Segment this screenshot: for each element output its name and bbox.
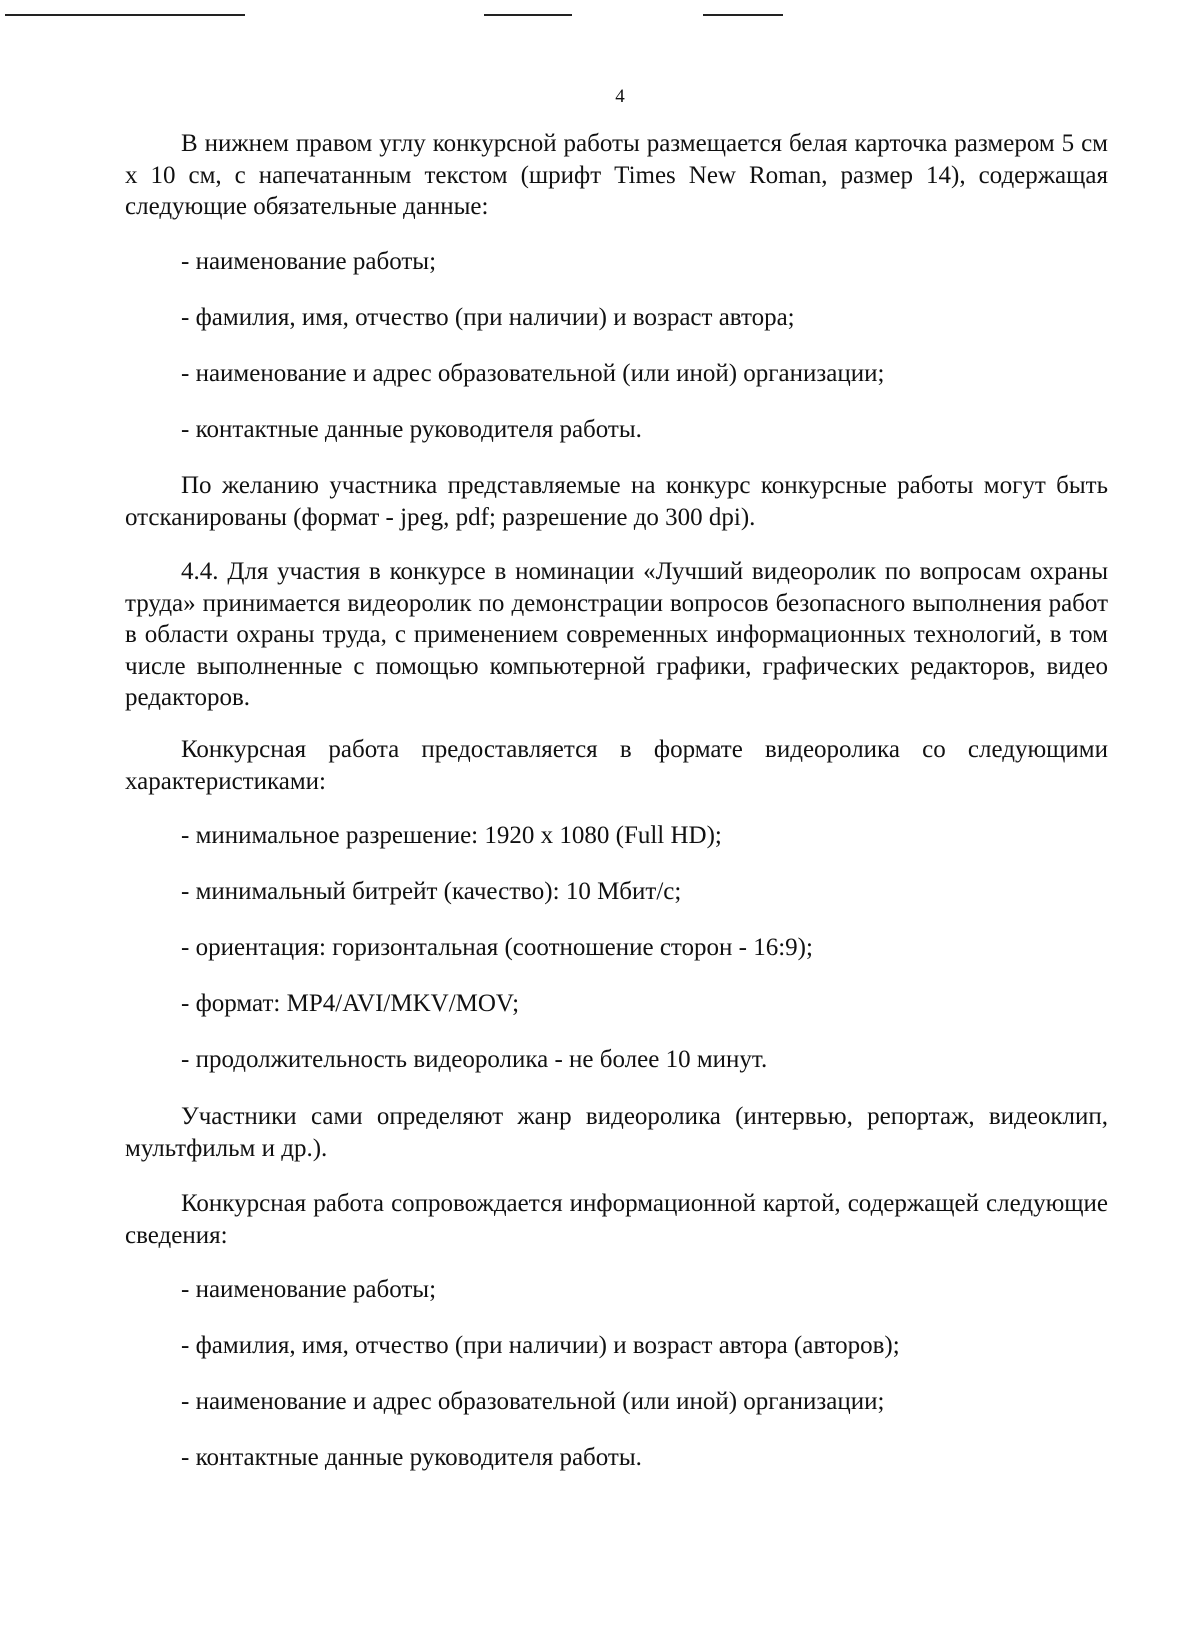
list-item: - наименование работы; bbox=[181, 248, 437, 275]
scan-artifact-line-left bbox=[5, 14, 245, 16]
scan-artifact-line-center bbox=[484, 14, 572, 16]
list-item: - наименование и адрес образовательной (или иной) организации; bbox=[181, 360, 885, 387]
list-item: - наименование работы; bbox=[181, 1276, 437, 1303]
list-item: - ориентация: горизонтальная (соотношение сторон - 16:9); bbox=[181, 934, 813, 961]
list-item: - контактные данные руководителя работы. bbox=[181, 1444, 642, 1471]
scan-artifact-line-right bbox=[703, 14, 783, 16]
list-item: - фамилия, имя, отчество (при наличии) и возраст автора; bbox=[181, 304, 795, 331]
list-item: - наименование и адрес образовательной (или иной) организации; bbox=[181, 1388, 885, 1415]
list-item: - минимальное разрешение: 1920 х 1080 (Full HD); bbox=[181, 822, 722, 849]
page-number: 4 bbox=[615, 86, 625, 107]
list-item: - формат: MP4/AVI/MKV/MOV; bbox=[181, 990, 520, 1017]
list-item: - фамилия, имя, отчество (при наличии) и возраст автора (авторов); bbox=[181, 1332, 900, 1359]
paragraph-scan-option: По желанию участника представляемые на конкурс конкурсные работы могут быть отсканированы (формат - jpeg, pdf; разрешение до 300 dpi). bbox=[125, 472, 1108, 531]
paragraph-video-format: Конкурсная работа предоставляется в формате видеоролика со следующими характеристиками: bbox=[125, 736, 1108, 795]
paragraph-section-4-4: 4.4. Для участия в конкурсе в номинации «Лучший видеоролик по вопросам охраны труда» принимается видеоролик по демонстрации вопросов безопасного выполнения работ в области охраны труда, с применением современных информационных технологий, в том числе выполненные с помощью компьютерной графики, графических редакторов, видео редакторов. bbox=[125, 558, 1108, 711]
paragraph-genre: Участники сами определяют жанр видеоролика (интервью, репортаж, видеоклип, мультфильм и др.). bbox=[125, 1103, 1108, 1162]
paragraph-info-card: Конкурсная работа сопровождается информационной картой, содержащей следующие сведения: bbox=[125, 1190, 1108, 1249]
list-item: - минимальный битрейт (качество): 10 Мбит/с; bbox=[181, 878, 682, 905]
list-item: - продолжительность видеоролика - не более 10 минут. bbox=[181, 1046, 768, 1073]
paragraph-card-description: В нижнем правом углу конкурсной работы размещается белая карточка размером 5 см х 10 см, с напечатанным текстом (шрифт Times New Roman, размер 14), содержащая следующие обязательные данные: bbox=[125, 130, 1108, 220]
list-item: - контактные данные руководителя работы. bbox=[181, 416, 642, 443]
